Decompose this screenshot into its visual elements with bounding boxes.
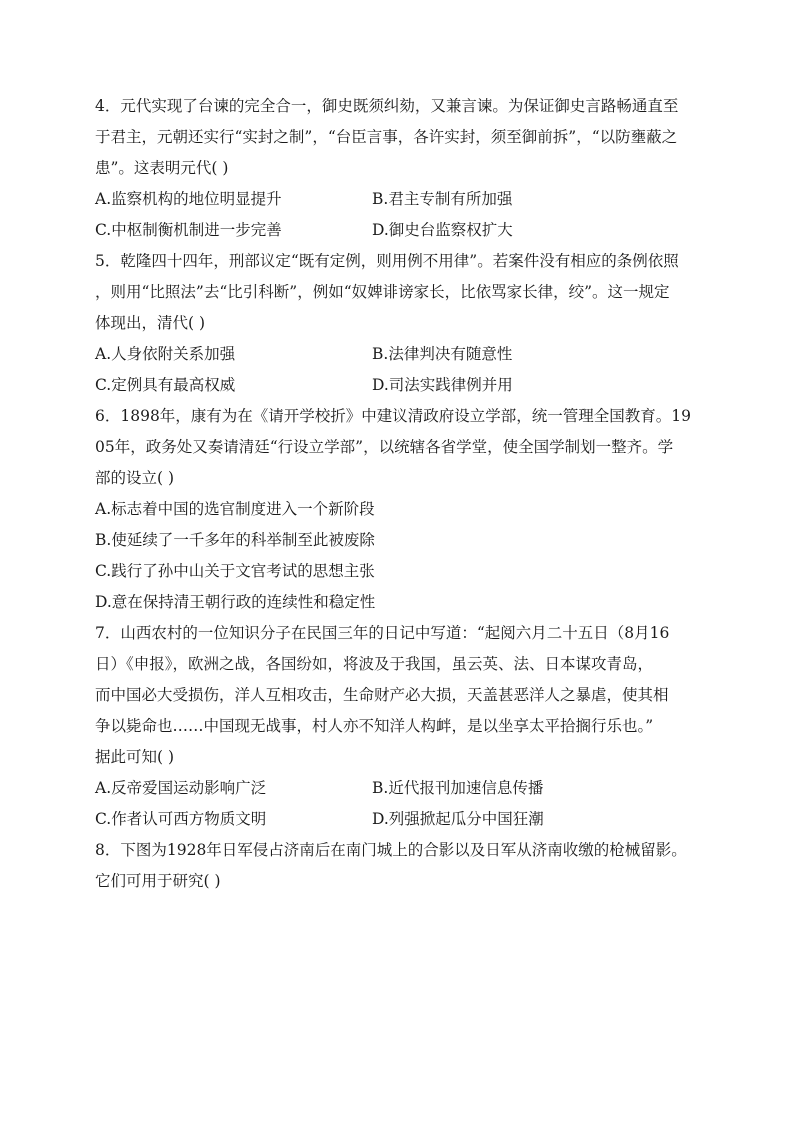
option-c: C.践行了孙中山关于文官考试的思想主张 [95, 562, 375, 580]
option-c: C.中枢制衡机制进一步完善 [95, 221, 282, 239]
question-text-line: 它们可用于研究( ) [95, 872, 221, 890]
question-text-line: 于君主，元朝还实行“实封之制”，“台臣言事，各许实封，须至御前拆”，“以防壅蔽之 [95, 128, 678, 146]
question-8 [95, 835, 705, 1117]
option-a: A.标志着中国的选官制度进入一个新阶段 [95, 500, 375, 518]
option-c: C.作者认可西方物质文明 [95, 810, 267, 828]
option-b: B.使延续了一千多年的科举制至此被废除 [95, 531, 375, 549]
option-row [95, 370, 705, 401]
option-b: B.近代报刊加速信息传播 [372, 779, 544, 797]
question-text-line: 体现出，清代( ) [95, 314, 206, 332]
question-text-line: 7．山西农村的一位知识分子在民国三年的日记中写道：“起阅六月二十五日（8月16 [95, 624, 670, 642]
option-row [95, 773, 705, 804]
question-text-line: 6．1898年，康有为在《请开学校折》中建议清政府设立学部，统一管理全国教育。19 [95, 407, 692, 425]
option-d: D.司法实践律例并用 [372, 376, 513, 394]
option-a: A.人身依附关系加强 [95, 345, 236, 363]
question-text-line: 5．乾隆四十四年，刑部议定“既有定例，则用例不用律”。若案件没有相应的条例依照 [95, 252, 679, 270]
question-text-line: ，则用“比照法”去“比引科断”，例如“奴婢诽谤家长，比依骂家长律，绞”。这一规定 [95, 283, 670, 301]
question-text-line: 患”。这表明元代( ) [95, 159, 229, 177]
question-text-line: 据此可知( ) [95, 748, 175, 766]
question-5 [95, 246, 705, 401]
question-text-line: 8．下图为1928年日军侵占济南后在南门城上的合影以及日军从济南收缴的枪械留影。 [95, 841, 687, 859]
option-d: D.列强掀起瓜分中国狂潮 [372, 810, 544, 828]
question-text-line: 日）《申报》，欧洲之战，各国纷如，将波及于我国，虽云英、法、日本谋攻青岛， [95, 655, 654, 673]
option-row [95, 804, 705, 835]
option-row [95, 339, 705, 370]
option-d: D.意在保持清王朝行政的连续性和稳定性 [95, 593, 376, 611]
question-text-line: 部的设立( ) [95, 469, 175, 487]
question-4 [95, 91, 705, 246]
option-row [95, 215, 705, 246]
question-text-line: 05年，政务处又奏请清廷“行设立学部”，以统辖各省学堂，使全国学制划一整齐。学 [95, 438, 674, 456]
question-text-line: 4．元代实现了台谏的完全合一，御史既须纠劾，又兼言谏。为保证御史言路畅通直至 [95, 97, 679, 115]
option-b: B.君主专制有所加强 [372, 190, 513, 208]
option-a: A.反帝爱国运动影响广泛 [95, 779, 267, 797]
question-6 [95, 401, 705, 618]
question-7 [95, 618, 705, 835]
exam-page [95, 91, 705, 1117]
figure-placeholder [95, 897, 705, 1117]
option-c: C.定例具有最高权威 [95, 376, 236, 394]
option-d: D.御史台监察权扩大 [372, 221, 513, 239]
option-b: B.法律判决有随意性 [372, 345, 513, 363]
option-a: A.监察机构的地位明显提升 [95, 190, 282, 208]
question-text-line: 而中国必大受损伤，洋人互相攻击，生命财产必大损，天盖甚恶洋人之暴虐，使其相 [95, 686, 669, 704]
option-row [95, 184, 705, 215]
question-text-line: 争以毙命也……中国现无战事，村人亦不知洋人构衅，是以坐享太平拾搁行乐也。” [95, 717, 654, 735]
